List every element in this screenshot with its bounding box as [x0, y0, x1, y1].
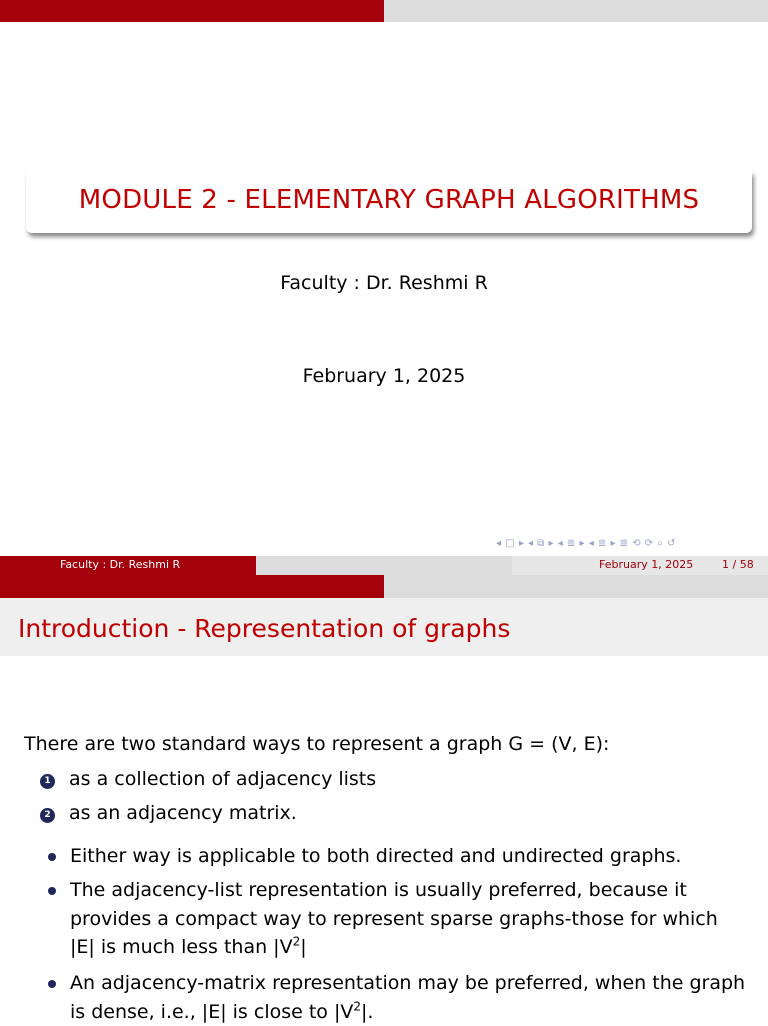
beamer-navigation-icons[interactable]: ◂ □ ▸ ◂ ⧉ ▸ ◂ ≣ ▸ ◂ ≣ ▸ ≣ ⟲ ⟳ ⌕ ↺ [496, 538, 762, 549]
footer-middle-band [256, 556, 512, 575]
bullet-dot [48, 887, 56, 895]
bullet-line: An adjacency-matrix representation may be preferred, when the graph [70, 969, 760, 998]
enum-item-text: as a collection of adjacency lists [69, 768, 376, 790]
bullet-math-line [70, 998, 760, 1026]
bullet-dot [48, 980, 56, 988]
superscript: 2 [293, 935, 301, 949]
bullet-line: provides a compact way to represent sparse graphs-those for which [70, 905, 760, 934]
enum-item [40, 802, 297, 824]
author-line: Faculty : Dr. Reshmi R [0, 272, 768, 294]
math-text: is dense, i.e., |E| is close to |V [70, 1001, 353, 1023]
slide1-header-bar-right [384, 0, 768, 22]
bullet-line: The adjacency-list representation is usually preferred, because it [70, 876, 760, 905]
date-line: February 1, 2025 [0, 365, 768, 387]
superscript: 2 [353, 999, 361, 1013]
frame-title: Introduction - Representation of graphs [18, 614, 510, 643]
slide2-header-bar-left [0, 575, 384, 598]
math-text: |. [361, 1001, 373, 1023]
bullet-item [70, 842, 760, 871]
math-text: | [300, 936, 306, 958]
footer-date: February 1, 2025 [599, 558, 693, 571]
bullet-item [70, 876, 760, 962]
enum-item [40, 768, 376, 790]
bullet-math-line [70, 933, 760, 962]
math-text: |E| is much less than |V [70, 936, 293, 958]
enum-item-text: as an adjacency matrix. [69, 802, 297, 824]
bullet-line: Either way is applicable to both directed and undirected graphs. [70, 842, 760, 871]
bullet-dot [48, 853, 56, 861]
enum-number-badge: 1 [40, 774, 55, 789]
enum-number-badge: 2 [40, 808, 55, 823]
slide-title: MODULE 2 - ELEMENTARY GRAPH ALGORITHMS [26, 171, 752, 229]
slide2-header-bar-right [384, 575, 768, 598]
slide1-header-bar-left [0, 0, 384, 22]
bullet-item [70, 969, 760, 1026]
footer-page-number: 1 / 58 [722, 558, 754, 571]
intro-sentence: There are two standard ways to represent a graph G = (V, E): [24, 733, 609, 755]
footer-author: Faculty : Dr. Reshmi R [60, 558, 180, 571]
